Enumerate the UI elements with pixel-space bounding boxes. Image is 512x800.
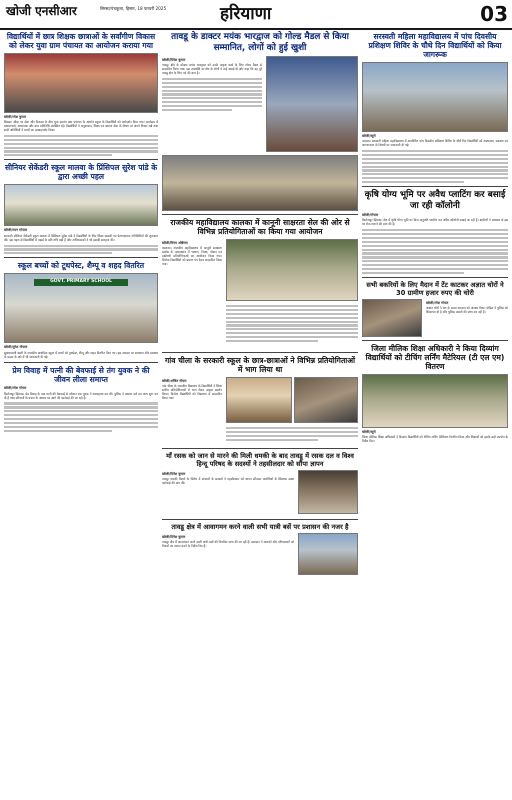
section-title: हरियाणा [220, 4, 272, 24]
article-byline: खोजी/मदन गोपाल [4, 228, 28, 233]
article-body: तावडू। क्षेत्र के डॉक्टर मयंक भारद्वाज को उनके उत्कृष्ट कार्य के लिए गोल्ड मैडल से सम्मानित किया गया। इस उपलब्धि पर क्षेत्र के लोगों ने उन्हें बधाई दी और कहा कि यह पूरे तावडू क्षेत्र के लिए गर्व की बात है। [162, 63, 262, 76]
article-text-block [162, 56, 262, 152]
article-photo-wrap [362, 62, 508, 132]
article-headline: सभी बकरियों के लिए मैदान में टेंट काटकर अज्ञात चोरों ने 30 ग्रामीण हजार रुपए की चोरी [366, 281, 504, 298]
newspaper-brand: खोजी एनसीआर [6, 4, 77, 18]
divider [4, 159, 158, 160]
article-byline: खोजी/ब्यूरो [362, 134, 376, 138]
article-body: सुथारावाली बस्ती के राजकीय प्राथमिक स्कूल में बच्चों को टूथपेस्ट, शैम्पू और शहद वितरित किए गए। इस अवसर पर स्वच्छता और स्वास्थ्य के महत्व के बारे में भी जानकारी दी गई। [4, 350, 158, 359]
divider [162, 352, 358, 353]
article-byline: खोजी/अजित गोयल [162, 379, 187, 383]
article-byline: खोजी/दिनेश कुमार [162, 58, 186, 62]
article-text-block [162, 377, 222, 401]
article-photo [362, 374, 508, 428]
article-byline: खोजी/रमेश कुमार [4, 115, 27, 119]
article-body: जिला मौलिक शिक्षा अधिकारी ने दिव्यांग विद्यार्थियों को टीचिंग लर्निंग मैटेरियल वितरित किया और शिक्षकों को इसके सही उपयोग के निर्देश दिए। [362, 435, 508, 444]
dateline: सिरसा/पंचकूला, हिसार, 18 फरवरी 2025 [100, 6, 167, 11]
page-number: 03 [480, 2, 508, 26]
article-photo [362, 299, 422, 337]
article-headline: जिला मीलिक शिक्षा अधिकारी ने किया दिव्यांग विद्यार्थियों को टीचिंग लर्निंग मैटेरियल (टी एल एम) वितरण [365, 344, 505, 372]
article-byline: खोजी/गोपाल [362, 213, 379, 218]
article-photo-wrap [4, 273, 158, 343]
article-body: फिरोजपुर झिरका। प्रेम विवाह के बाद पत्नी की बेवफाई से परेशान एक युवक ने आत्महत्या कर ली। पुलिस ने मामला दर्ज कर जांच शुरू कर दी है तथा परिजनों के बयान के आधार पर आगे की कार्रवाई की जा रही है। [4, 391, 158, 400]
school-sign: GOVT. PRIMARY SCHOOL [34, 279, 128, 286]
divider [362, 340, 508, 341]
article-headline: स्कूल बच्चों को टूथपेस्ट, शैम्पू व शहद वितरित [17, 261, 145, 271]
article-headline: तावडू के डाक्टर मयंक भारद्वाज को गोल्ड मैडल से किया सम्मानित, लोगों को हुई खुशी [171, 32, 349, 53]
article-body: तावडू। धमकी मिलने के विरोध में संगठनों के सदस्यों ने तहसीलदार को ज्ञापन सौंपकर आरोपियों के खिलाफ सख्त कार्रवाई की मांग की। [162, 477, 294, 486]
article-byline: खोजी/रमेश गोयल [426, 301, 449, 306]
article-text-block [162, 239, 222, 267]
article-photo [298, 533, 358, 575]
article-photo [162, 155, 358, 211]
article-body: सरकारी सीनियर सेकेंडरी स्कूल मालवा में प्रिंसिपल सुरेश पांडे ने विद्यार्थियों के लिए शिक्षा सामग्री एवं प्रेरणादायक गतिविधियों की शुरुआत की। इस पहल से विद्यार्थियों में पढ़ाई के प्रति रुचि बढ़ी है और अभिभावकों ने भी इसकी सराहना की। [4, 233, 158, 242]
article-headline: कृषि योग्य भूमि पर अवैध प्लाटिंग कर बसाई जा रही कॉलोनी [364, 190, 506, 211]
divider [362, 186, 508, 187]
column-left [4, 32, 158, 433]
article-continuation [4, 135, 158, 157]
article-media [162, 377, 358, 445]
column-middle [162, 32, 358, 577]
article-photo-row [162, 155, 358, 211]
article-photo [294, 377, 358, 423]
divider [162, 519, 358, 520]
article-continuation [226, 427, 358, 443]
article-body: अज्ञात चोरों ने रात के समय वारदात को अंजाम दिया। पीड़ित ने पुलिस को शिकायत दी है और पुलिस मामले की जांच कर रही है। [426, 306, 508, 315]
article-byline: खोजी/दिनेश कुमार [162, 472, 186, 476]
article-headline: तावडू क्षेत्र में आवागमन करने वाली सभी यात्री बसें पर प्रशासन की नजर है [171, 523, 349, 531]
article-body: फिरोजपुर झिरका। क्षेत्र में कृषि योग्य भूमि पर बिना अनुमति प्लाटिंग कर अवैध कॉलोनी बसाई जा रही है। ग्रामीणों ने प्रशासन से इस पर रोक लगाने की मांग की है। [362, 218, 508, 227]
article-text-block [426, 299, 508, 315]
article-body: तावडू। क्षेत्र में आवागमन करने वाली यात्री बसों की नियमित जांच की जा रही है। प्रशासन ने चालकों और परिचालकों को नियमों का पालन करने के निर्देश दिए हैं। [162, 540, 294, 549]
article-text-block [162, 470, 294, 486]
article-body: पलवल। सरस्वती महिला महाविद्यालय में आयोजित पांच दिवसीय प्रशिक्षण शिविर के चौथे दिन विद्यार्थियों को आत्मरक्षा, स्वास्थ्य एवं जागरूकता के विषयों पर जानकारी दी गई। [362, 139, 508, 148]
article-headline: सरस्वती महिला महाविद्यालय में पांच दिवसीय प्रशिक्षण शिविर के चौथे दिन विद्यार्थियों को किया जागरूक [368, 32, 502, 59]
article-byline: खोजी/ब्यूरो [362, 430, 376, 435]
article-byline: खोजी/सुरेश गोपाल [4, 345, 28, 350]
divider [162, 448, 358, 449]
article-photo [266, 56, 358, 152]
article-continuation [362, 150, 508, 183]
article-media [162, 239, 358, 349]
article-media [162, 470, 358, 516]
article-body: कालका। राजकीय महाविद्यालय में कानूनी साक्षरता प्रकोष्ठ के तत्वावधान में भाषण, निबंध, पोस्टर एवं प्रश्नोत्तरी प्रतियोगिताओं का आयोजन किया गया। विजेता विद्यार्थियों को प्रमाण पत्र देकर सम्मानित किया गया। [162, 246, 222, 266]
article-photo [298, 470, 358, 514]
article-body: सिरसा। सीमा पर सेवा और विकास के बीच युवा सरपंच ग्राम पंचायत के अंतर्गत स्कूल के विद्यार्थियों को मार्गदर्शन दिया गया। कार्यक्रम में प्रधानाचार्य, अध्यापक और ग्राम प्रतिनिधि उपस्थित रहे। विद्यार्थियों ने अनुशासन, शिक्षा एवं समाज सेवा के विषय पर अपने विचार रखे तथा सभी अतिथियों ने बच्चों का उत्साहवर्धन किया। [4, 120, 158, 133]
article-headline: प्रेम विवाह में पत्नी की बेवफाई से तंग युवक ने की जीवन लीला समाप्त [12, 366, 150, 385]
divider [4, 362, 158, 363]
article-photo [4, 184, 158, 226]
article-byline: खोजी/दिनेश कुमार [162, 535, 186, 539]
article-photo [226, 377, 292, 423]
article-media [162, 56, 358, 152]
article-photo-wrap [4, 184, 158, 226]
article-headline: माँ रसक को जान से मारने की मिली धमकी के बाद तावडू में रसक दल व विश्व हिन्दू परिषद के सदस्यों ने तहसीलदार को सौंपा ज्ञापन [166, 452, 354, 468]
masthead [0, 0, 512, 30]
article-continuation [4, 245, 158, 255]
article-headline: राजकीय महाविद्यालय कालका में कानूनी साक्षरता सेल की ओर से विभिन्न प्रतियोगिताओं का किया गया आयोजन [170, 218, 350, 236]
article-byline: खोजी/रमेश गोयल [4, 386, 27, 391]
column-right [362, 32, 508, 444]
article-continuation [162, 78, 262, 111]
article-media [162, 533, 358, 577]
article-headline: विद्यार्थियों में छात्र शिक्षक छात्राओं के सर्वांगीण विकास को लेकर युवा ग्राम पंचायत का आयोजन कराया गया [6, 32, 156, 50]
article-body: गांव चीला के राजकीय विद्यालय के विद्यार्थियों ने जिला स्तरीय प्रतियोगिताओं में भाग लेकर उत्कृष्ट प्रदर्शन किया। विजेता विद्यार्थियों को विद्यालय में सम्मानित किया गया। [162, 384, 222, 400]
article-headline: गांव चीला के सरकारी स्कूल के छात्र-छात्राओं ने विभिन्न प्रतियोगिताओं में भाग लिया था [164, 356, 356, 374]
article-byline: खोजी/विनय ओबेराय [162, 241, 188, 245]
article-photo-wrap [362, 374, 508, 428]
divider [4, 257, 158, 258]
article-continuation [226, 305, 358, 344]
divider [162, 214, 358, 215]
article-headline: सीनियर सेकेंडरी स्कूल मालवा के प्रिंसिपल सुरेश पांडे के द्वारा अच्छी पहल [4, 163, 158, 182]
article-continuation [4, 402, 158, 431]
article-photo [4, 53, 158, 113]
article-text-block [162, 533, 294, 549]
article-photo [226, 239, 358, 301]
article-continuation [362, 229, 508, 274]
article-photo [362, 62, 508, 132]
divider [362, 277, 508, 278]
article-photo-wrap [4, 53, 158, 113]
article-media [362, 299, 508, 337]
